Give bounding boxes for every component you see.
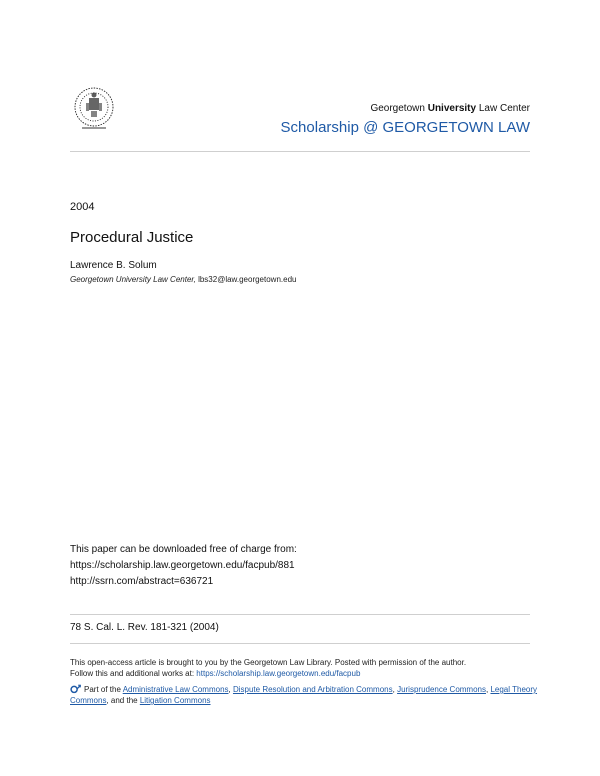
commons-link-jurisprudence[interactable]: Jurisprudence Commons — [397, 685, 486, 694]
notice-line-1: This open-access article is brought to you by the Georgetown Law Library. Posted with permission of the author. — [70, 658, 467, 667]
open-access-icon — [70, 683, 81, 694]
commons-link-litigation[interactable]: Litigation Commons — [139, 696, 211, 705]
citation-divider — [70, 614, 530, 615]
open-access-notice — [70, 657, 530, 679]
commons-link-administrative-law[interactable]: Administrative Law Commons — [122, 685, 229, 694]
publication-year: 2004 — [70, 201, 95, 213]
author-affiliation: Georgetown University Law Center, lbs32@law.georgetown.edu — [70, 275, 297, 284]
author-name: Lawrence B. Solum — [70, 260, 157, 271]
institution-name: Georgetown University Law Center — [370, 103, 530, 114]
commons-line: Part of the Administrative Law Commons, Dispute Resolution and Arbitration Commons, Jurisprudence Commons, Legal Theory Commons, and the Litigation Commons — [70, 685, 538, 705]
repository-title[interactable]: Scholarship @ GEORGETOWN LAW — [280, 119, 530, 136]
notice-divider — [70, 643, 530, 644]
notice-line-2: Follow this and additional works at: https://scholarship.law.georgetown.edu/facpub — [70, 669, 361, 678]
download-url-ssrn[interactable]: http://ssrn.com/abstract=636721 — [70, 576, 214, 587]
citation: 78 S. Cal. L. Rev. 181-321 (2004) — [70, 622, 219, 633]
paper-title: Procedural Justice — [70, 229, 194, 246]
download-url-repository[interactable]: https://scholarship.law.georgetown.edu/facpub/881 — [70, 560, 295, 571]
georgetown-seal-logo — [72, 83, 116, 135]
facpub-link[interactable]: https://scholarship.law.georgetown.edu/facpub — [196, 669, 361, 678]
commons-link-legal-theory[interactable]: Legal Theory Commons — [70, 685, 538, 705]
header-divider — [70, 151, 530, 152]
commons-link-dispute-resolution[interactable]: Dispute Resolution and Arbitration Commons — [232, 685, 393, 694]
download-intro: This paper can be downloaded free of charge from: — [70, 544, 297, 555]
download-info — [70, 542, 297, 590]
